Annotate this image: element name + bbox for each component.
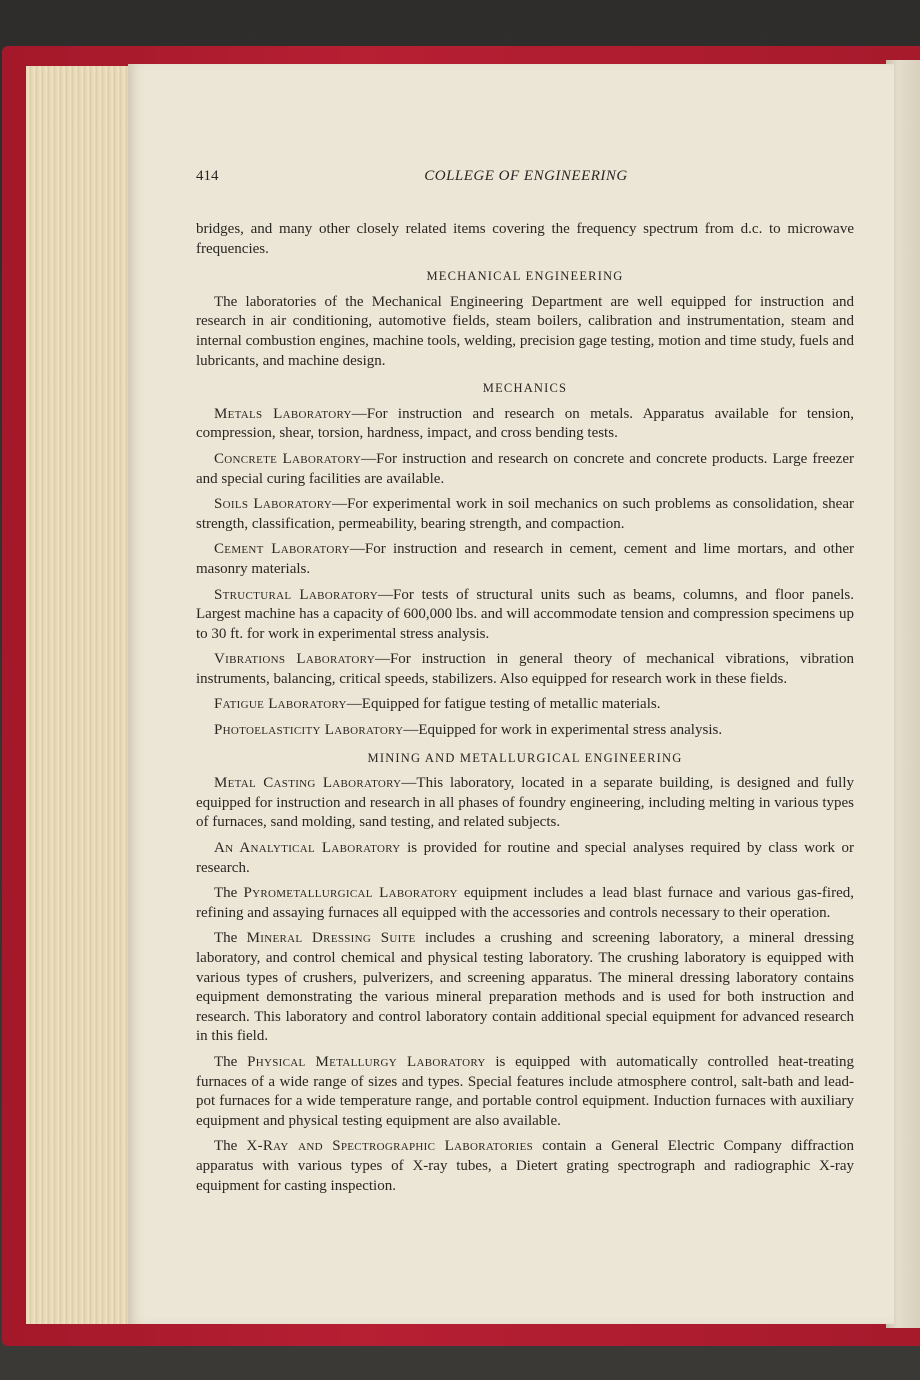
intro-paragraph: bridges, and many other closely related items covering the frequency spectrum from d.c. to microwave frequencies. — [196, 221, 854, 257]
lab-name: Soils Laboratory — [214, 496, 333, 513]
lab-name: Physical Metallurgy Laboratory — [247, 1053, 486, 1070]
lab-name: Mineral Dressing Suite — [246, 930, 416, 947]
page-edges — [26, 66, 136, 1324]
lab-name: Structural Laboratory — [214, 586, 379, 603]
lab-name: Vibrations Laboratory — [214, 651, 375, 668]
page-body — [196, 220, 854, 1202]
section-heading-mining-metallurgical: MINING AND METALLURGICAL ENGINEERING — [367, 750, 683, 765]
lab-name: Fatigue Laboratory — [214, 696, 347, 713]
metal-casting-lab-paragraph: Metal Casting Laboratory—This laboratory, located in a separate building, is designed and fully equipped for instruction and research in all phases of foundry engineering, including melting in various types of furnaces, sand molding, sand testing, and related subjects. — [196, 775, 854, 831]
mechanical-engineering-paragraph: The laboratories of the Mechanical Engineering Department are well equipped for instruction and research in air conditioning, automotive fields, steam boilers, calibration and instrumentation, steam and internal combustion engines, machine tools, welding, precision gage testing, motion and time study, fuels and lubricants, and machine design. — [196, 293, 854, 369]
section-heading-mechanical-engineering: MECHANICAL ENGINEERING — [426, 269, 624, 284]
cement-lab-paragraph: Cement Laboratory—For instruction and research in cement, cement and lime mortars, and other masonry materials. — [196, 541, 854, 577]
lab-name: Cement Laboratory — [214, 541, 350, 558]
concrete-lab-paragraph: Concrete Laboratory—For instruction and research on concrete and concrete products. Large freezer and special curing facilities are available. — [196, 450, 854, 487]
page-number: 414 — [196, 168, 219, 184]
metals-lab-paragraph: Metals Laboratory—For instruction and research on metals. Apparatus available for tension, compression, shear, torsion, hardness, impact, and cross bending tests. — [196, 405, 854, 442]
pyrometallurgical-lab-paragraph: The Pyrometallurgical Laboratory equipment includes a lead blast furnace and various gas-fired, refining and assaying furnaces all equipped with the accessories and controls necessary to their operation. — [196, 885, 854, 921]
section-heading-mechanics: MECHANICS — [482, 381, 568, 396]
lab-name: An Analytical Laboratory — [214, 840, 401, 857]
lab-name: Pyrometallurgical Laboratory — [243, 885, 458, 902]
lab-name: Concrete Laboratory — [214, 450, 362, 467]
lab-name: Metal Casting Laboratory — [214, 775, 402, 792]
running-title: COLLEGE OF ENGINEERING — [424, 168, 628, 184]
lab-name: X-Ray and Spectrographic Laboratories — [246, 1138, 534, 1155]
vibrations-lab-paragraph: Vibrations Laboratory—For instruction in general theory of mechanical vibrations, vibration instruments, balancing, critical speeds, stabilizers. Also equipped for research work in these fields. — [196, 651, 854, 687]
lab-name: Photoelasticity Laboratory — [214, 722, 404, 739]
analytical-lab-paragraph: An Analytical Laboratory is provided for routine and special analyses required by class work or research. — [196, 840, 854, 876]
soils-lab-paragraph: Soils Laboratory—For experimental work in soil mechanics on such problems as consolidation, shear strength, classification, permeability, bearing strength, and compaction. — [196, 496, 854, 532]
lab-name: Metals Laboratory — [214, 405, 352, 422]
mineral-dressing-paragraph: The Mineral Dressing Suite includes a crushing and screening laboratory, a mineral dressing laboratory, and control chemical and physical testing laboratory. The crushing laboratory is equipped with various types of crushers, pulverizers, and screening apparatus. The mineral dressing laboratory contains equipment demonstrating the various mineral preparation methods and is used for both instruction and research. This laboratory and control laboratory contain additional special equipment for advanced research in this field. — [196, 930, 854, 1045]
xray-lab-paragraph: The X-Ray and Spectrographic Laboratories contain a General Electric Company diffraction apparatus with various types of X-ray tubes, a Dietert grating spectrograph and radiographic X-ray equipment for casting inspection. — [196, 1138, 855, 1194]
fatigue-lab-paragraph: Fatigue Laboratory—Equipped for fatigue testing of metallic materials. — [214, 696, 661, 713]
physical-metallurgy-paragraph: The Physical Metallurgy Laboratory is equipped with automatically controlled heat-treating furnaces of a wide range of sizes and types. Special features include atmosphere control, salt-bath and lead-pot furnaces for a wide temperature range, and portable control equipment. Induction furnaces with auxiliary equipment and physical testing equipment are also available. — [196, 1053, 854, 1129]
running-header — [196, 168, 856, 190]
photoelasticity-lab-paragraph: Photoelasticity Laboratory—Equipped for work in experimental stress analysis. — [214, 722, 723, 739]
structural-lab-paragraph: Structural Laboratory—For tests of structural units such as beams, columns, and floor panels. Largest machine has a capacity of 600,000 lbs. and will accommodate tension and compression specimens up to 30 ft. for work in experimental stress analysis. — [196, 586, 854, 642]
